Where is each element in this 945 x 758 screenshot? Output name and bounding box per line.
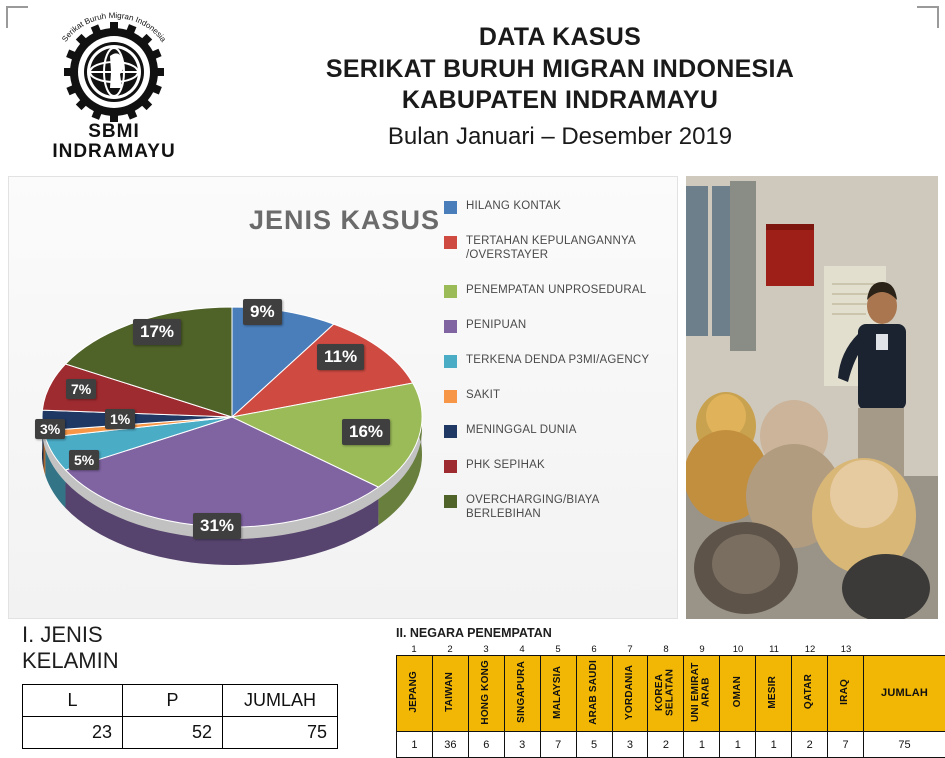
negara-index: 10 <box>720 644 756 655</box>
pie-label-meninggal: 3% <box>35 419 65 439</box>
negara-header-label: UNI EMIRAT ARAB <box>691 659 712 725</box>
negara-header <box>684 656 720 732</box>
negara-header <box>540 656 576 732</box>
legend-swatch-icon <box>444 285 457 298</box>
negara-table <box>396 655 945 758</box>
legend-item <box>444 388 669 403</box>
negara-header <box>756 656 792 732</box>
negara-value: 7 <box>828 732 864 758</box>
legend-label: PHK SEPIHAK <box>466 458 545 472</box>
negara-index: 3 <box>468 644 504 655</box>
negara-header <box>468 656 504 732</box>
negara-header <box>648 656 684 732</box>
negara-index: 1 <box>396 644 432 655</box>
sbmi-logo <box>34 6 194 166</box>
legend-swatch-icon <box>444 320 457 333</box>
negara-index: 8 <box>648 644 684 655</box>
legend-label: HILANG KONTAK <box>466 199 561 213</box>
negara-header <box>397 656 433 732</box>
negara-header-label: KOREA SELATAN <box>655 659 676 725</box>
sbmi-logo-icon <box>40 6 188 124</box>
negara-index-row <box>396 644 945 655</box>
negara-value: 1 <box>720 732 756 758</box>
negara-index: 11 <box>756 644 792 655</box>
legend-label: PENIPUAN <box>466 318 526 332</box>
page-title <box>210 22 910 153</box>
gender-header-l: L <box>23 685 123 717</box>
legend-swatch-icon <box>444 236 457 249</box>
legend-item <box>444 283 669 298</box>
negara-header-label: ARAB SAUDI <box>589 660 600 725</box>
table-row <box>397 732 945 758</box>
gender-header-jumlah: JUMLAH <box>223 685 338 717</box>
title-line-3: KABUPATEN INDRAMAYU <box>210 85 910 117</box>
legend-item <box>444 199 669 214</box>
negara-index-total <box>864 644 945 655</box>
svg-text:Serikat Buruh Migran Indonesia: Serikat Buruh Migran Indonesia <box>60 11 168 44</box>
negara-index: 7 <box>612 644 648 655</box>
table-row-header <box>23 685 338 717</box>
gender-value-l: 23 <box>23 717 123 749</box>
legend-item <box>444 423 669 438</box>
negara-header-label: IRAQ <box>840 679 851 705</box>
legend-item <box>444 493 669 522</box>
legend-item <box>444 353 669 368</box>
pie-label-penipuan: 31% <box>193 513 241 539</box>
chart-legend <box>444 199 669 542</box>
negara-header <box>792 656 828 732</box>
gender-value-p: 52 <box>123 717 223 749</box>
legend-item <box>444 318 669 333</box>
logo-text-sbmi: SBMI <box>34 122 194 142</box>
legend-swatch-icon <box>444 355 457 368</box>
negara-index: 2 <box>432 644 468 655</box>
negara-header-total-label: JUMLAH <box>881 688 928 700</box>
negara-header <box>432 656 468 732</box>
negara-value: 1 <box>756 732 792 758</box>
title-line-1: DATA KASUS <box>210 22 910 54</box>
negara-header-label: OMAN <box>733 676 744 707</box>
title-period: Bulan Januari – Desember 2019 <box>210 120 910 154</box>
meeting-photo <box>686 176 938 619</box>
pie-label-overcharging: 17% <box>133 319 181 345</box>
meeting-photo-image <box>686 176 938 619</box>
page-header <box>0 0 945 172</box>
section-gender-title <box>22 622 119 675</box>
pie-label-sakit: 1% <box>105 409 135 429</box>
legend-label: PENEMPATAN UNPROSEDURAL <box>466 283 646 297</box>
negara-value: 5 <box>576 732 612 758</box>
content-bottom-row <box>0 622 945 756</box>
pie-label-hilang-kontak: 9% <box>243 299 282 325</box>
logo-text-indramayu: INDRAMAYU <box>34 142 194 162</box>
negara-index: 12 <box>792 644 828 655</box>
legend-swatch-icon <box>444 495 457 508</box>
negara-header-label: QATAR <box>804 674 815 709</box>
negara-header-label: MESIR <box>768 676 779 709</box>
negara-header-total <box>864 656 945 732</box>
gender-table <box>22 684 338 749</box>
legend-item <box>444 458 669 473</box>
negara-value-total: 75 <box>864 732 945 758</box>
table-row-header <box>397 656 945 732</box>
negara-value: 3 <box>504 732 540 758</box>
negara-value: 1 <box>684 732 720 758</box>
pie-chart-card <box>8 176 678 619</box>
legend-swatch-icon <box>444 201 457 214</box>
chart-title: JENIS KASUS <box>249 205 440 236</box>
gender-header-p: P <box>123 685 223 717</box>
negara-header <box>612 656 648 732</box>
negara-table-wrapper <box>396 644 945 758</box>
gender-value-jumlah: 75 <box>223 717 338 749</box>
negara-value: 2 <box>648 732 684 758</box>
negara-header-label: SINGAPURA <box>517 661 528 723</box>
negara-header <box>504 656 540 732</box>
negara-header-label: YORDANIA <box>625 665 636 720</box>
content-middle-row <box>8 176 938 619</box>
section-gender-title-line1: I. JENIS <box>22 622 119 648</box>
pie-chart-svg <box>27 267 457 597</box>
negara-header <box>576 656 612 732</box>
section-negara-title: II. NEGARA PENEMPATAN <box>396 626 552 640</box>
legend-swatch-icon <box>444 390 457 403</box>
legend-label: TERTAHAN KEPULANGANNYA /OVERSTAYER <box>466 234 669 263</box>
negara-header <box>720 656 756 732</box>
legend-label: TERKENA DENDA P3MI/AGENCY <box>466 353 649 367</box>
negara-index: 5 <box>540 644 576 655</box>
negara-header-label: MALAYSIA <box>553 666 564 719</box>
negara-value: 2 <box>792 732 828 758</box>
negara-header-label: JEPANG <box>409 671 420 713</box>
legend-swatch-icon <box>444 425 457 438</box>
legend-item <box>444 234 669 263</box>
legend-label: OVERCHARGING/BIAYA BERLEBIHAN <box>466 493 669 522</box>
negara-index: 4 <box>504 644 540 655</box>
negara-value: 3 <box>612 732 648 758</box>
title-line-2: SERIKAT BURUH MIGRAN INDONESIA <box>210 54 910 86</box>
pie-label-tertahan: 11% <box>317 344 364 370</box>
pie-chart <box>27 267 457 597</box>
legend-label: MENINGGAL DUNIA <box>466 423 577 437</box>
legend-swatch-icon <box>444 460 457 473</box>
table-row <box>23 717 338 749</box>
pie-label-phk: 7% <box>66 379 96 399</box>
negara-value: 36 <box>432 732 468 758</box>
negara-index: 6 <box>576 644 612 655</box>
negara-header-label: HONG KONG <box>481 660 492 725</box>
pie-label-unprosedural: 16% <box>342 419 390 445</box>
negara-header-label: TAIWAN <box>445 672 456 712</box>
negara-header <box>828 656 864 732</box>
pie-label-denda: 5% <box>69 450 99 470</box>
negara-value: 1 <box>397 732 433 758</box>
negara-index: 9 <box>684 644 720 655</box>
legend-label: SAKIT <box>466 388 500 402</box>
section-gender-title-line2: KELAMIN <box>22 648 119 674</box>
negara-value: 6 <box>468 732 504 758</box>
negara-index: 13 <box>828 644 864 655</box>
negara-value: 7 <box>540 732 576 758</box>
